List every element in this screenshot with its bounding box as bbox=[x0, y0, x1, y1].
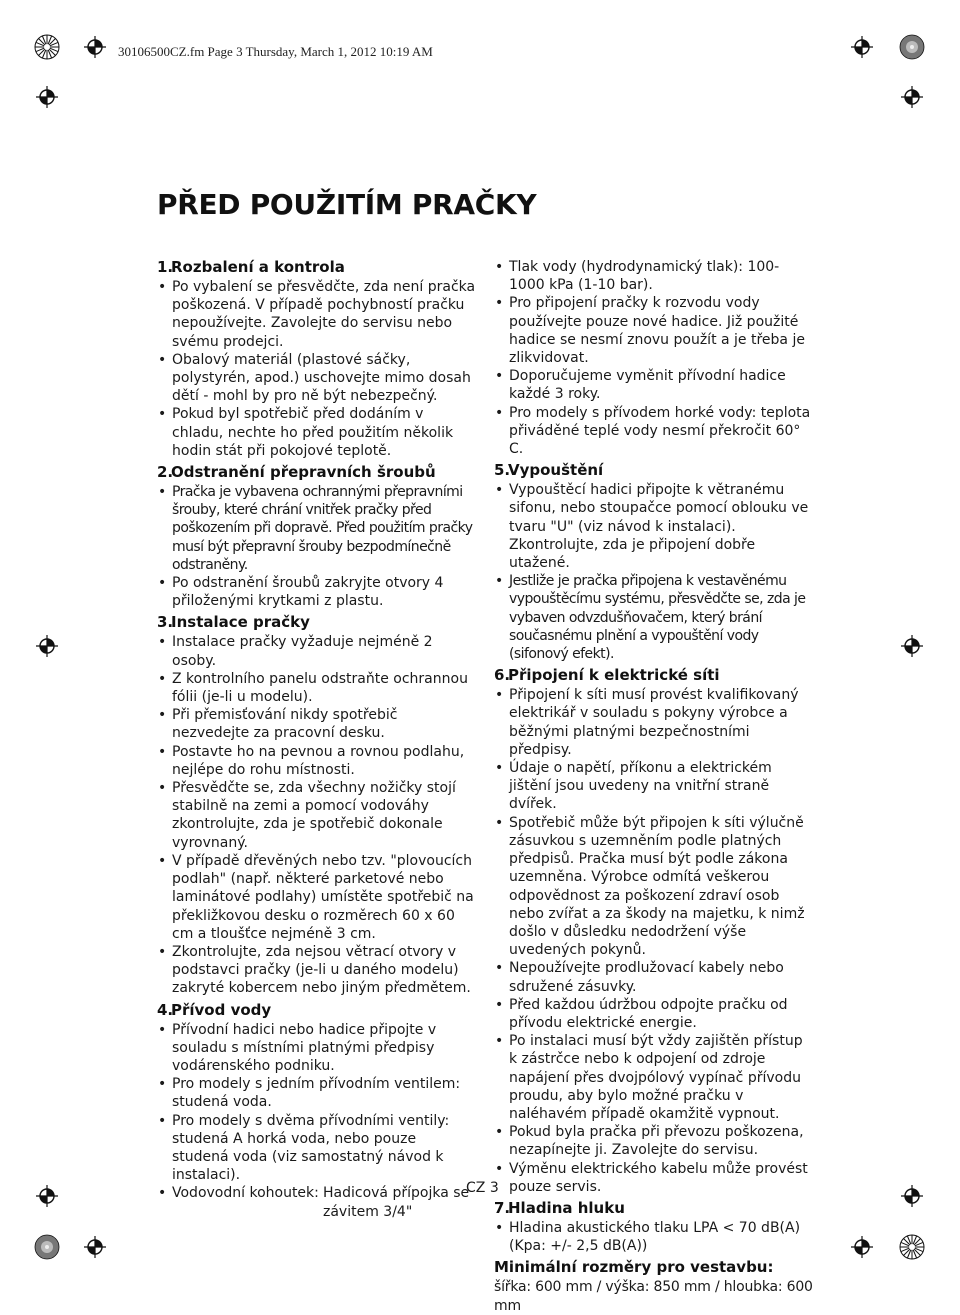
dimensions-text: šířka: 600 mm / výška: 850 mm / hloubka: 600 mm bbox=[494, 1279, 813, 1314]
list-item: • Po odstranění šroubů zakryjte otvory 4 přiloženými krytkami z plastu. bbox=[157, 574, 477, 610]
left-column bbox=[157, 258, 477, 1224]
list-item: • Pro modely s jedním přívodním ventilem: studená voda. bbox=[157, 1075, 477, 1111]
section-title: Instalace pračky bbox=[171, 613, 310, 632]
section-2-heading bbox=[157, 463, 477, 482]
section-number: 7. bbox=[494, 1198, 511, 1217]
section-4-list bbox=[157, 1021, 477, 1221]
section-2-list bbox=[157, 483, 477, 610]
section-number: 1. bbox=[157, 258, 174, 276]
list-item: • Údaje o napětí, příkonu a elektrickém jištění jsou uvedeny na vnitřní straně dvířek. bbox=[494, 759, 814, 814]
list-item: • Nepoužívejte prodlužovací kabely nebo sdružené zásuvky. bbox=[494, 959, 814, 995]
page-number: CZ 3 bbox=[466, 1180, 499, 1196]
list-item: • Při přemisťování nikdy spotřebič nezvedejte za pracovní desku. bbox=[157, 706, 477, 742]
list-item: • Výměnu elektrického kabelu může provést pouze servis. bbox=[494, 1160, 814, 1196]
list-item: • Doporučujeme vyměnit přívodní hadice každé 3 roky. bbox=[494, 367, 814, 403]
section-number: 2. bbox=[157, 463, 174, 482]
section-title: Přívod vody bbox=[171, 1000, 272, 1019]
list-item: • Postavte ho na pevnou a rovnou podlahu, nejlépe do rohu místnosti. bbox=[157, 743, 477, 779]
dimensions-heading: Minimální rozměry pro vestavbu: bbox=[494, 1258, 774, 1277]
list-item: • Obalový materiál (plastové sáčky, polystyrén, apod.) uschovejte mimo dosah dětí - mohl by pro ně být nebezpečný. bbox=[157, 351, 477, 406]
section-5-list bbox=[494, 481, 814, 663]
list-item: • Pro připojení pračky k rozvodu vody používejte pouze nové hadice. Již použité hadice se nesmí znovu použít a je třeba je zlikvidovat. bbox=[494, 294, 814, 367]
section-6-list bbox=[494, 686, 814, 1196]
list-item: • Pokud byla pračka při převozu poškozena, nezapínejte ji. Zavolejte do servisu. bbox=[494, 1123, 814, 1159]
list-item: • Instalace pračky vyžaduje nejméně 2 osoby. bbox=[157, 633, 477, 669]
section-7-list bbox=[494, 1219, 814, 1255]
list-item: • Před každou údržbou odpojte pračku od přívodu elektrické energie. bbox=[494, 996, 814, 1032]
list-item: • Tlak vody (hydrodynamický tlak): 100-1000 kPa (1-10 bar). bbox=[494, 258, 814, 294]
page-title: PŘED POUŽITÍM PRAČKY bbox=[157, 188, 537, 221]
list-item: • Přesvědčte se, zda všechny nožičky stojí stabilně na zemi a pomocí vodováhy zkontrolujte, zda je spotřebič dokonale vyrovnaný. bbox=[157, 779, 477, 852]
list-item: • V případě dřevěných nebo tzv. "plovoucích podlah" (např. některé parketové nebo laminátové podlahy) umístěte spotřebič na překližkovou desku o rozměrech 60 x 60 cm a tloušťce nejméně 3 cm. bbox=[157, 852, 477, 943]
section-number: 6. bbox=[494, 666, 511, 685]
list-item: • Pro modely s přívodem horké vody: teplota přiváděné teplé vody nesmí překročit 60° C. bbox=[494, 404, 814, 459]
list-item: • Pračka je vybavena ochrannými přepravními šrouby, které chrání vnitřek pračky před poškozením při dopravě. Před použitím pračky musí být přepravní šrouby bezpodmínečně odstraněny. bbox=[157, 483, 477, 574]
list-item: • Hladina akustického tlaku LPA < 70 dB(A) (Kpa: +/- 2,5 dB(A)) bbox=[494, 1219, 814, 1255]
list-item: • Spotřebič může být připojen k síti výlučně zásuvkou s uzemněním podle platných předpisů. Pračka musí být podle zákona uzemněna. Výrobce odmítá veškerou odpovědnost za poškození zdraví osob nebo zvířat a za škody na majetku, k nimž došlo v důsledku nedodržení výše uvedených pokynů. bbox=[494, 814, 814, 960]
right-column bbox=[494, 258, 814, 1315]
section-number: 5. bbox=[494, 461, 511, 480]
list-item: • Po instalaci musí být vždy zajištěn přístup k zástrčce nebo k odpojení od zdroje napájení přes dvojpólový vypínač přívodu proudu, aby bylo možné pračku v naléhavém případě okamžitě vypnout. bbox=[494, 1032, 814, 1123]
section-7-heading bbox=[494, 1199, 814, 1218]
list-item: • Po vybalení se přesvědčte, zda není pračka poškozená. V případě pochybností pračku nepoužívejte. Zavolejte do servisu nebo svému prodejci. bbox=[157, 278, 477, 351]
section-3-list bbox=[157, 633, 477, 997]
list-item: • Pokud byl spotřebič před dodáním v chladu, nechte ho před použitím několik hodin stát při pokojové teplotě. bbox=[157, 405, 477, 460]
section-number: 3. bbox=[157, 613, 174, 632]
section-title: Odstranění přepravních šroubů bbox=[171, 463, 436, 482]
section-4-heading bbox=[157, 1001, 477, 1020]
section-title: Vypouštění bbox=[508, 461, 604, 480]
list-item: • Jestliže je pračka připojena k vestavěnému vypouštěcímu systému, přesvědčte se, zda je vybaven odvzdušňovačem, který brání současnému plnění a vypouštění vody (sifonový efekt). bbox=[494, 572, 814, 663]
list-item: • Přívodní hadici nebo hadice připojte v souladu s místními platnými předpisy vodárenského podniku. bbox=[157, 1021, 477, 1076]
section-title: Připojení k elektrické síti bbox=[508, 666, 720, 685]
list-item: • Z kontrolního panelu odstraňte ochrannou fólii (je-li u modelu). bbox=[157, 670, 477, 706]
faucet-value: Hadicová přípojka se bbox=[323, 1185, 470, 1202]
section-3-heading bbox=[157, 613, 477, 632]
faucet-value-2: závitem 3/4" bbox=[323, 1203, 413, 1220]
section-6-heading bbox=[494, 666, 814, 685]
section-5-heading bbox=[494, 461, 814, 480]
section-1-heading bbox=[157, 258, 477, 277]
file-header: 30106500CZ.fm Page 3 Thursday, March 1, 2012 10:19 AM bbox=[118, 44, 433, 59]
list-item: • Připojení k síti musí provést kvalifikovaný elektrikář v souladu s pokyny výrobce a běžnými platnými bezpečnostními předpisy. bbox=[494, 686, 814, 759]
section-4-continued-list bbox=[494, 258, 814, 458]
list-item: • Zkontrolujte, zda nejsou větrací otvory v podstavci pračky (je-li u daného modelu) zakryté kobercem nebo jiným předmětem. bbox=[157, 943, 477, 998]
faucet-item bbox=[157, 1184, 477, 1220]
section-number: 4. bbox=[157, 1000, 174, 1019]
section-title: Rozbalení a kontrola bbox=[171, 258, 345, 276]
section-title: Hladina hluku bbox=[508, 1198, 625, 1217]
section-1-list bbox=[157, 278, 477, 460]
faucet-label: Vodovodní kohoutek: bbox=[172, 1185, 319, 1202]
list-item: • Vypouštěcí hadici připojte k větranému sifonu, nebo stoupačce pomocí oblouku ve tvaru "U" (viz návod k instalaci). Zkontrolujte, zda je připojení dobře utažené. bbox=[494, 481, 814, 572]
list-item: • Pro modely s dvěma přívodními ventily: studená A horká voda, nebo pouze studená voda (viz samostatný návod k instalaci). bbox=[157, 1112, 477, 1185]
